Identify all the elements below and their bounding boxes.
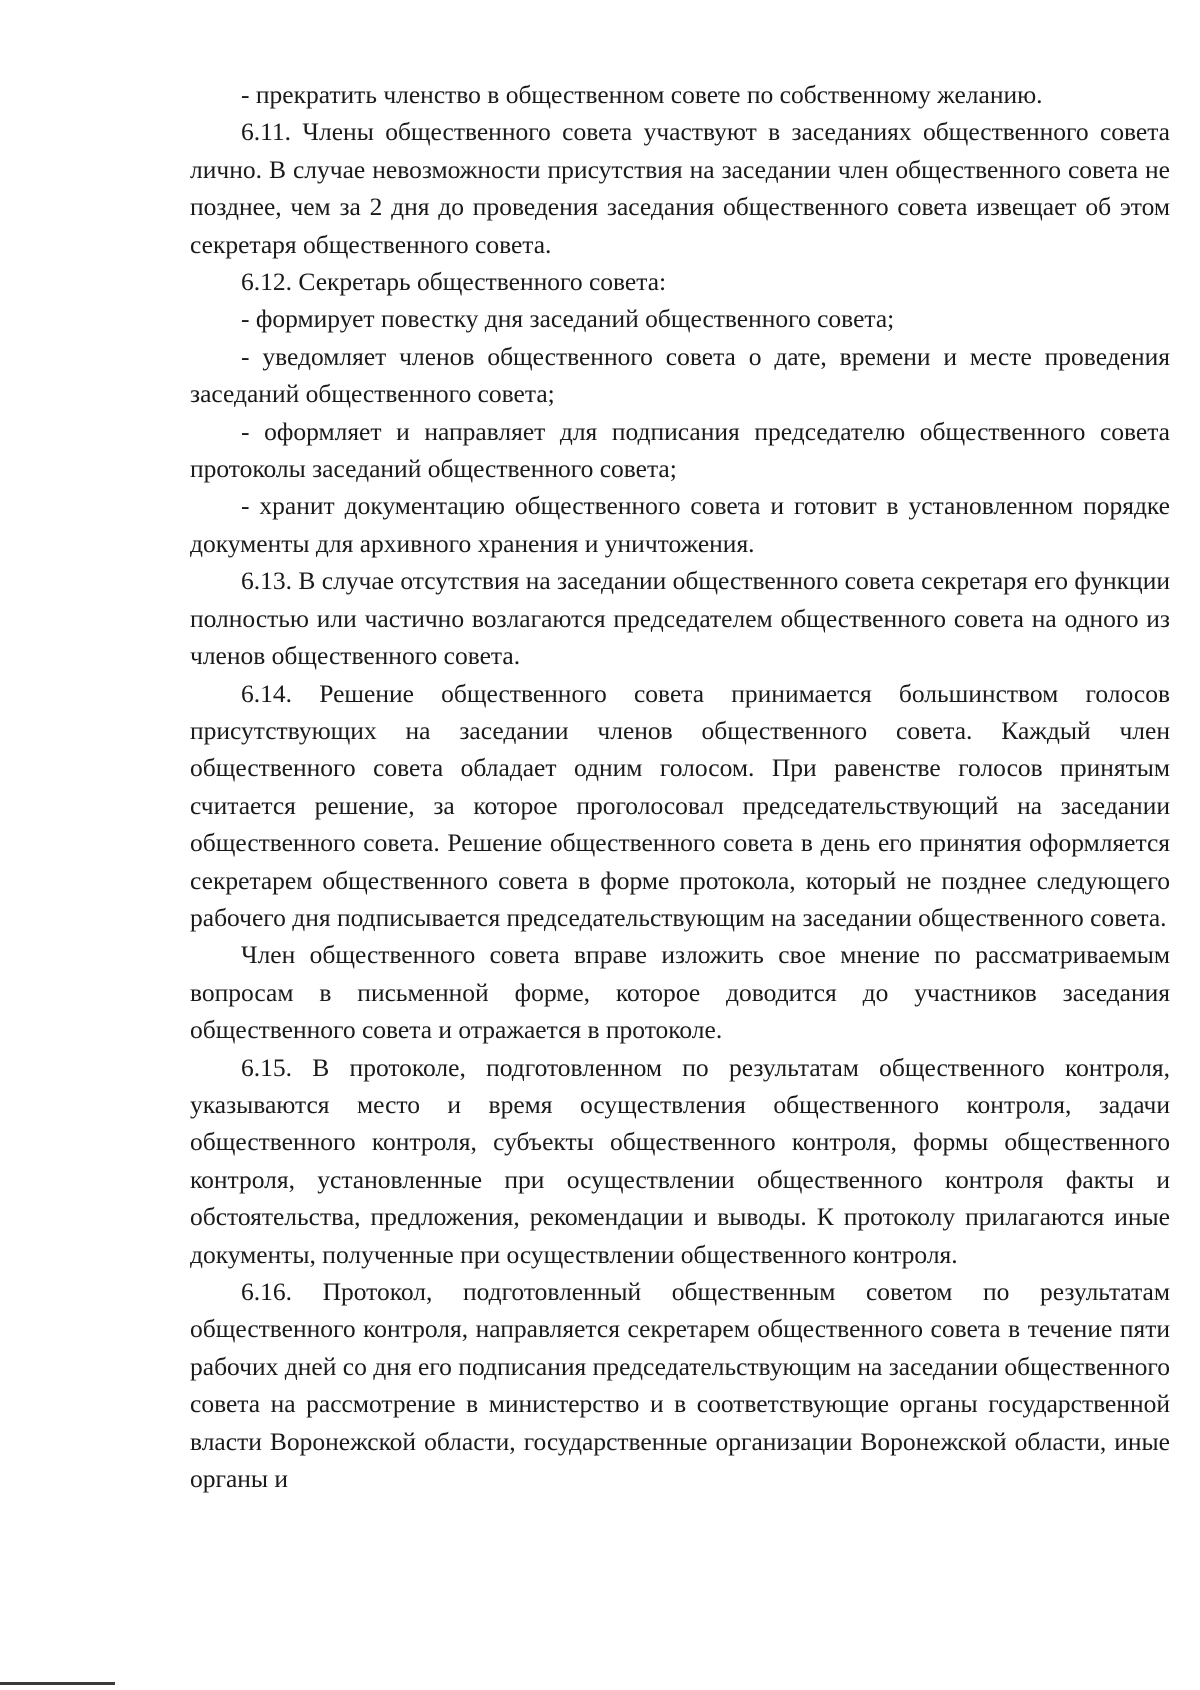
paragraph-secretary-notify: - уведомляет членов общественного совета о дате, времени и месте проведения заседаний общественного совета; (190, 341, 1170, 409)
paragraph-secretary-agenda: - формирует повестку дня заседаний общественного совета; (241, 304, 895, 334)
paragraph-secretary-archive: - хранит документацию общественного совета и готовит в установленном порядке документы для архивного хранения и уничтожения. (190, 491, 1170, 558)
paragraph-6-11: 6.11. Члены общественного совета участвуют в заседаниях общественного совета лично. В случае невозможности присутствия на заседании член общественного совета не позднее, чем за 2 дня до проведения заседания общественного совета извещает об этом секретаря общественного совета. (190, 117, 1170, 259)
document-body (190, 76, 1170, 1497)
paragraph-secretary-protocols: - оформляет и направляет для подписания председателю общественного совета протоколы заседаний общественного совета; (190, 416, 1170, 484)
scan-edge-mark (0, 1682, 115, 1685)
paragraph-membership-termination: - прекратить членство в общественном совете по собственному желанию. (241, 80, 1043, 109)
paragraph-6-15: 6.15. В протоколе, подготовленном по результатам общественного контроля, указываются место и время осуществления общественного контроля, задачи общественного контроля, субъекты общественного контроля, формы общественного контроля, установленные при осуществлении общественного контроля факты и обстоятельства, предложения, рекомендации и выводы. К протоколу прилагаются иные документы, полученные при осуществлении общественного контроля. (190, 1052, 1170, 1269)
paragraph-member-opinion: Член общественного совета вправе изложить свое мнение по рассматриваемым вопросам в письменной форме, которое доводится до участников заседания общественного совета и отражается в протоколе. (190, 940, 1170, 1045)
paragraph-6-12: 6.12. Секретарь общественного совета: (241, 267, 667, 297)
paragraph-6-14: 6.14. Решение общественного совета принимается большинством голосов присутствующих на заседании членов общественного совета. Каждый член общественного совета обладает одним голосом. При равенстве голосов принятым считается решение, за которое проголосовал председательствующий на заседании общественного совета. Решение общественного совета в день его принятия оформляется секретарем общественного совета в форме протокола, который не позднее следующего рабочего дня подписывается председательствующим на заседании общественного совета. (190, 678, 1170, 932)
paragraph-6-16: 6.16. Протокол, подготовленный общественным советом по результатам общественного контроля, направляется секретарем общественного совета в течение пяти рабочих дней со дня его подписания председательствующим на заседании общественного совета на рассмотрение в министерство и в соответствующие органы государственной власти Воронежской области, государственные организации Воронежской области, иные органы и (190, 1277, 1170, 1494)
paragraph-6-13: 6.13. В случае отсутствия на заседании общественного совета секретаря его функции полностью или частично возлагаются председателем общественного совета на одного из членов общественного совета. (190, 566, 1170, 671)
